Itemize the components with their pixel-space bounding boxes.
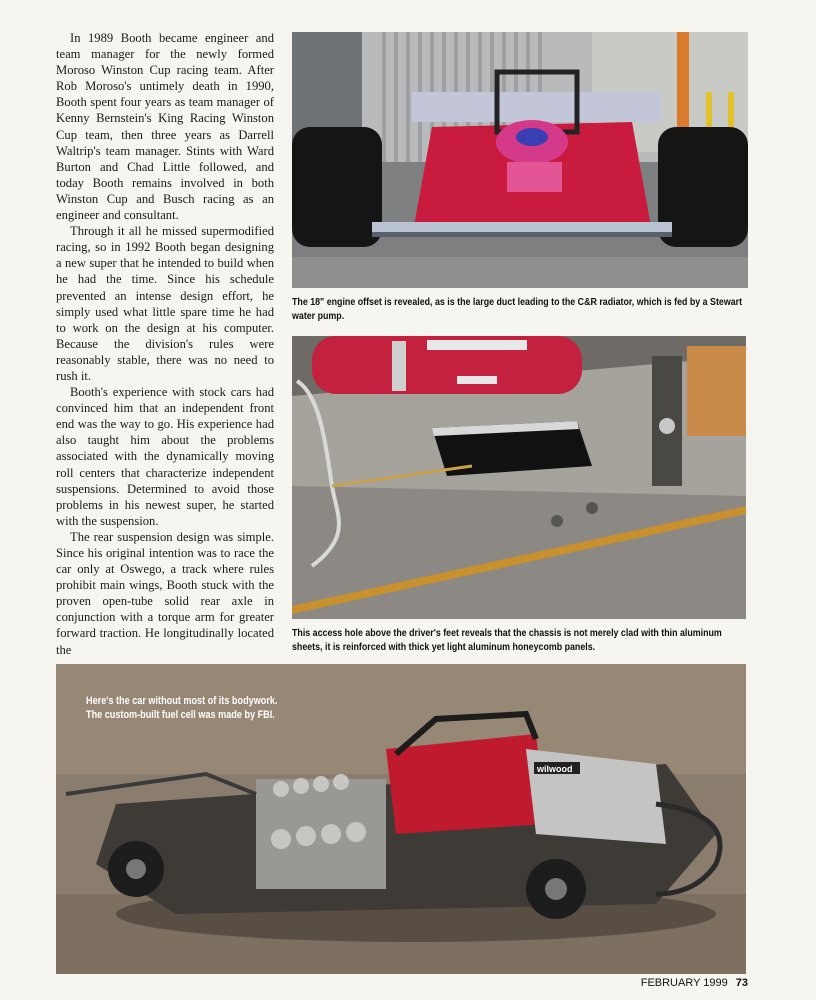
article-paragraph-3: Booth's experience with stock cars had convinced him that an independent front end was the way to go. His experience had also taught him about the problems associated with the dynamically moving roll centers that characterize independent suspensions. Determined to avoid those problems in his newest super, he started with the suspension. [56,385,274,528]
caption-photo-3 [86,694,310,722]
wilwood-decal: wilwood [537,764,573,774]
caption-photo-3-line-1: Here's the car without most of its bodywork. [86,695,278,707]
photo-chassis-access-hole [292,336,746,619]
article-column [56,30,274,658]
caption-photo-3-line-2: The custom-built fuel cell was made by FBI. [86,709,275,721]
caption-photo-1: The 18" engine offset is revealed, as is the large duct leading to the C&R radiator, which is fed by a Stewart water pump. [292,297,743,322]
page-number: 73 [735,977,748,989]
article-paragraph-1: In 1989 Booth became engineer and team manager for the newly formed Moroso Winston Cup racing team. After Rob Moroso's untimely death in 1990, Booth spent four years as team manager of Kenny Bernstein's King Racing Winston Cup team, then three years as Darrell Waltrip's team manager. Stints with Ward Burton and Chad Little followed, and today Booth remains involved in both Winston Cup and Busch racing as an engineer and consultant. [56,31,274,223]
page-footer [641,977,748,989]
photo-car-front [292,32,748,288]
caption-photo-2: This access hole above the driver's feet reveals that the chassis is not merely clad with thin aluminum sheets, it is reinforced with thick yet light aluminum honeycomb panels. [292,628,722,653]
article-paragraph-4: The rear suspension design was simple. Since his original intention was to race the car only at Oswego, a track where rules prohibit main wings, Booth stuck with the proven open-tube solid rear axle in conjunction with a torque arm for greater forward traction. He longitudinally located the [56,529,274,657]
article-paragraph-2: Through it all he missed supermodified racing, so in 1992 Booth began designing a new super that he intended to build when he had the time. Since his schedule prevented an intense design effort, he simply used what little spare time he had to work on the design at his computer. Because the division's rules were reasonably stable, there was no need to rush it. [56,224,274,383]
issue-date: FEBRUARY 1999 [640,977,728,989]
